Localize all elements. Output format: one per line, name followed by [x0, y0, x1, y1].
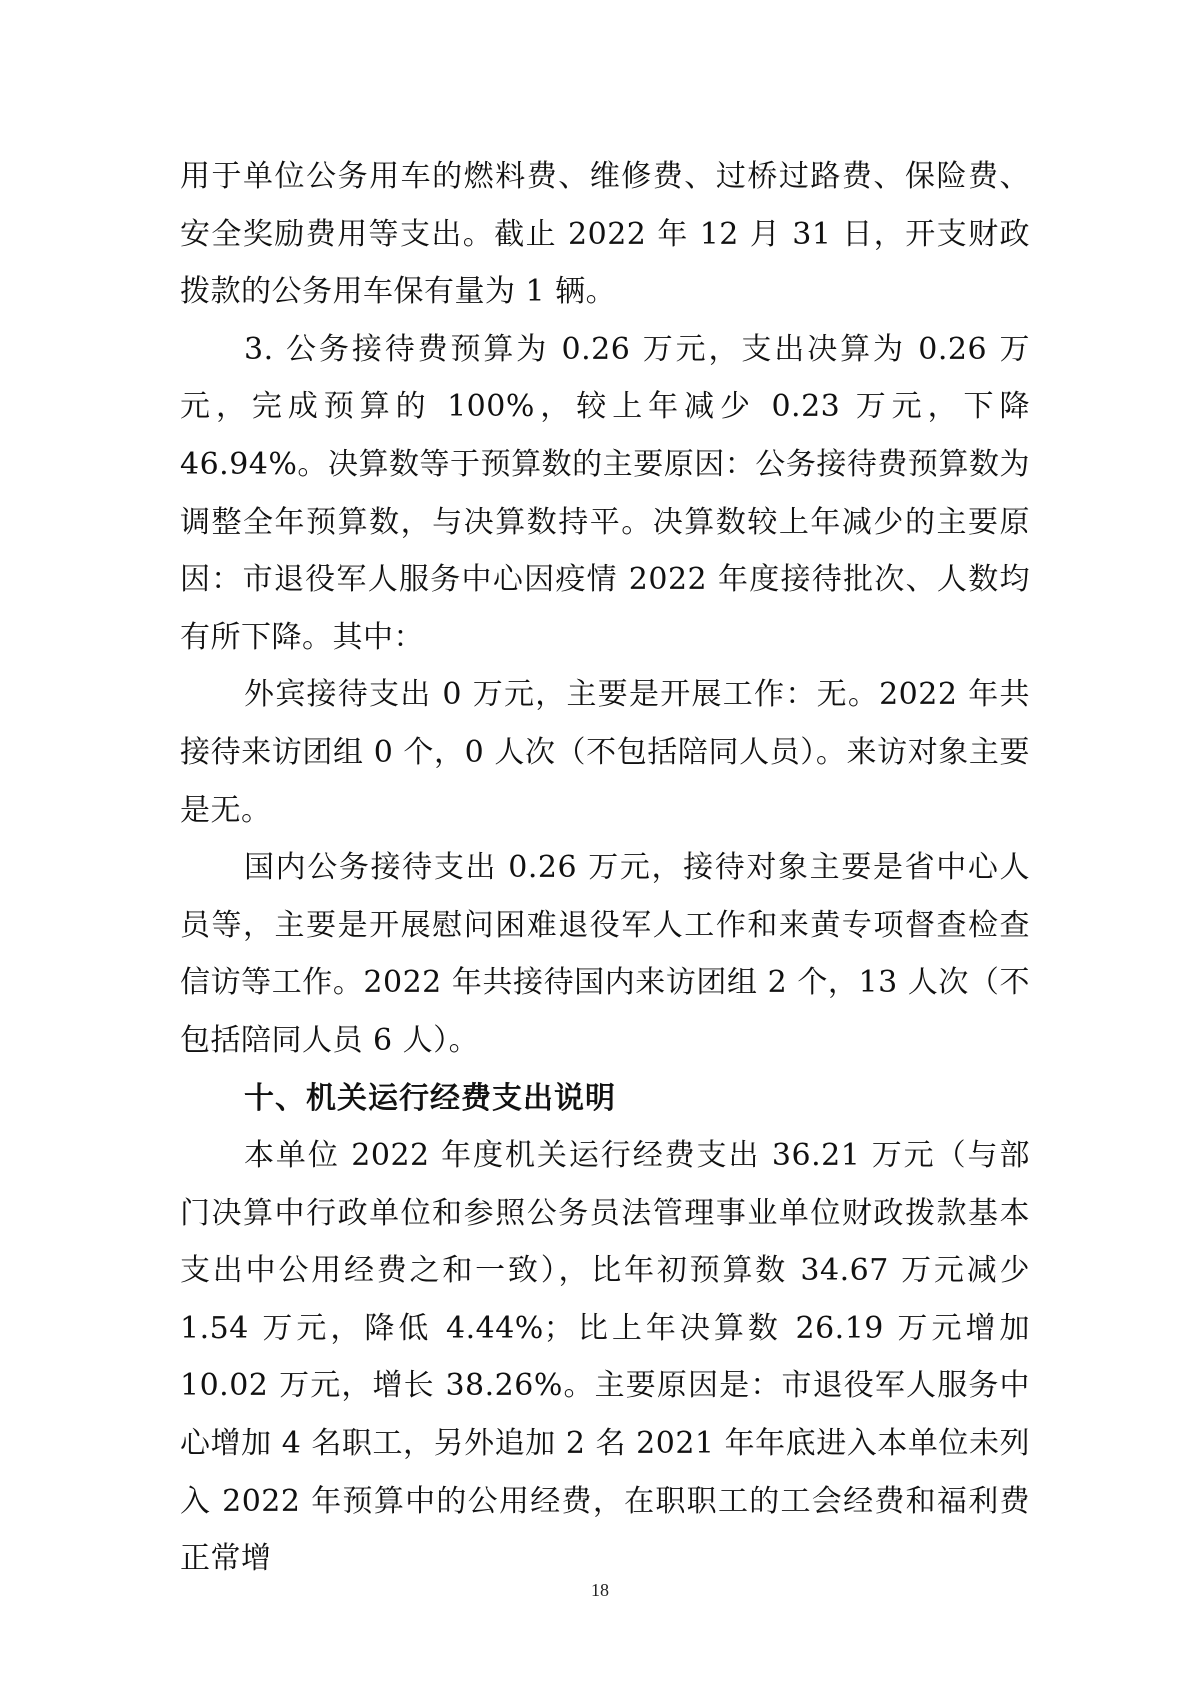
paragraph-vehicle-expenses: 用于单位公务用车的燃料费、维修费、过桥过路费、保险费、安全奖励费用等支出。截止 2022 年 12 月 31 日，开支财政拨款的公务用车保有量为 1 辆。 — [180, 159, 1030, 310]
document-page — [180, 148, 1030, 1588]
section-heading: 十、机关运行经费支出说明 — [244, 1080, 616, 1116]
paragraph-operating-expenses: 本单位 2022 年度机关运行经费支出 36.21 万元（与部门决算中行政单位和参照公务员法管理事业单位财政拨款基本支出中公用经费之和一致），比年初预算数 34.67 万元减少 1.54 万元，降低 4.44%；比上年决算数 26.19 万元增加 10.02 万元，增长 38.26%。主要原因是：市退役军人服务中心增加 4 名职工，另外追加 2 名 2021 年年底进入本单位未列入 2022 年预算中的公用经费，在职职工的工会经费和福利费正常增 — [180, 1138, 1030, 1577]
paragraph-domestic-reception: 国内公务接待支出 0.26 万元，接待对象主要是省中心人员等，主要是开展慰问困难退役军人工作和来黄专项督查检查信访等工作。2022 年共接待国内来访团组 2 个，13 人次（不包括陪同人员 6 人）。 — [180, 850, 1030, 1058]
paragraph-reception-expenses: 3. 公务接待费预算为 0.26 万元，支出决算为 0.26 万元，完成预算的 100%，较上年减少 0.23 万元，下降 46.94%。决算数等于预算数的主要原因：公务接待费预算数为调整全年预算数，与决算数持平。决算数较上年减少的主要原因：市退役军人服务中心因疫情 2022 年度接待批次、人数均有所下降。其中： — [180, 331, 1030, 655]
paragraph-foreign-reception: 外宾接待支出 0 万元，主要是开展工作：无。2022 年共接待来访团组 0 个，0 人次（不包括陪同人员）。来访对象主要是无。 — [180, 677, 1030, 828]
page-number: 18 — [591, 1580, 609, 1600]
